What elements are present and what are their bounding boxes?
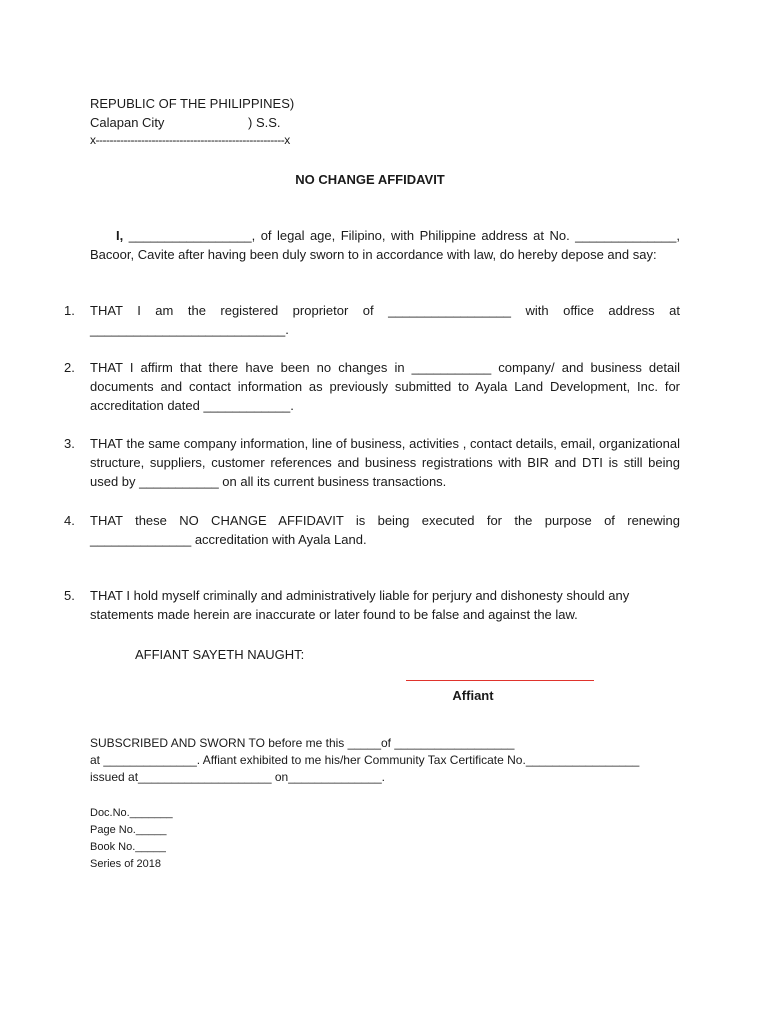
notary-doc-no: Doc.No._______ (90, 807, 173, 819)
document-title: NO CHANGE AFFIDAVIT (295, 172, 445, 187)
venue-republic: REPUBLIC OF THE PHILIPPINES) (90, 96, 295, 111)
affidavit-item-3 (64, 434, 680, 491)
item-text: THAT the same company information, line of business, activities , contact details, email, organizational structure, suppliers, customer references and business registrations with BIR and DTI is still being used by ___________ on all its current business transactions. (90, 436, 680, 489)
venue-block (90, 94, 390, 132)
notary-page-no: Page No._____ (90, 824, 167, 836)
jurat-line-1: SUBSCRIBED AND SWORN TO before me this _____of __________________ (90, 736, 515, 750)
item-number: 4. (64, 513, 75, 528)
intro-text: _________________, of legal age, Filipino, with Philippine address at No. ______________, Bacoor, Cavite after having been duly sworn to in accordance with law, do hereby depose and say: (90, 228, 680, 262)
affidavit-item-5 (64, 586, 680, 624)
signature-line (406, 680, 594, 681)
jurat-line-2: at ______________. Affiant exhibited to me his/her Community Tax Certificate No._________________ (90, 753, 640, 767)
item-text: THAT I affirm that there have been no changes in ___________ company/ and business detail documents and contact information as previously submitted to Ayala Land Development, Inc. for accreditation dated ____________. (90, 360, 680, 413)
item-text: THAT I am the registered proprietor of _________________ with office address at ___________________________. (90, 303, 680, 337)
venue-city-row (90, 113, 390, 132)
intro-lead: I, (116, 228, 124, 243)
item-text: THAT these NO CHANGE AFFIDAVIT is being executed for the purpose of renewing ______________ accreditation with Ayala Land. (90, 513, 680, 547)
item-number: 5. (64, 588, 75, 603)
venue-ss: ) S.S. (248, 115, 281, 130)
item-number: 1. (64, 303, 75, 318)
notary-block (90, 805, 173, 873)
affiant-label: Affiant (452, 688, 494, 703)
notary-series: Series of 2018 (90, 858, 161, 870)
item-number: 3. (64, 436, 75, 451)
item-text: THAT I hold myself criminally and administratively liable for perjury and dishonesty should any statements made herein are inaccurate or later found to be false and against the law. (90, 588, 630, 622)
notary-book-no: Book No._____ (90, 841, 166, 853)
jurat-block (90, 735, 682, 786)
item-number: 2. (64, 360, 75, 375)
affiant-sayeth: AFFIANT SAYETH NAUGHT: (135, 647, 305, 662)
venue-city: Calapan City (90, 115, 165, 130)
jurat-line-3: issued at____________________ on______________. (90, 770, 385, 784)
affidavit-item-2 (64, 358, 680, 415)
affidavit-item-4 (64, 511, 680, 549)
venue-separator: x------------------------------------------------------x (90, 133, 290, 147)
affidavit-item-1 (64, 301, 680, 339)
intro-paragraph (90, 226, 680, 264)
